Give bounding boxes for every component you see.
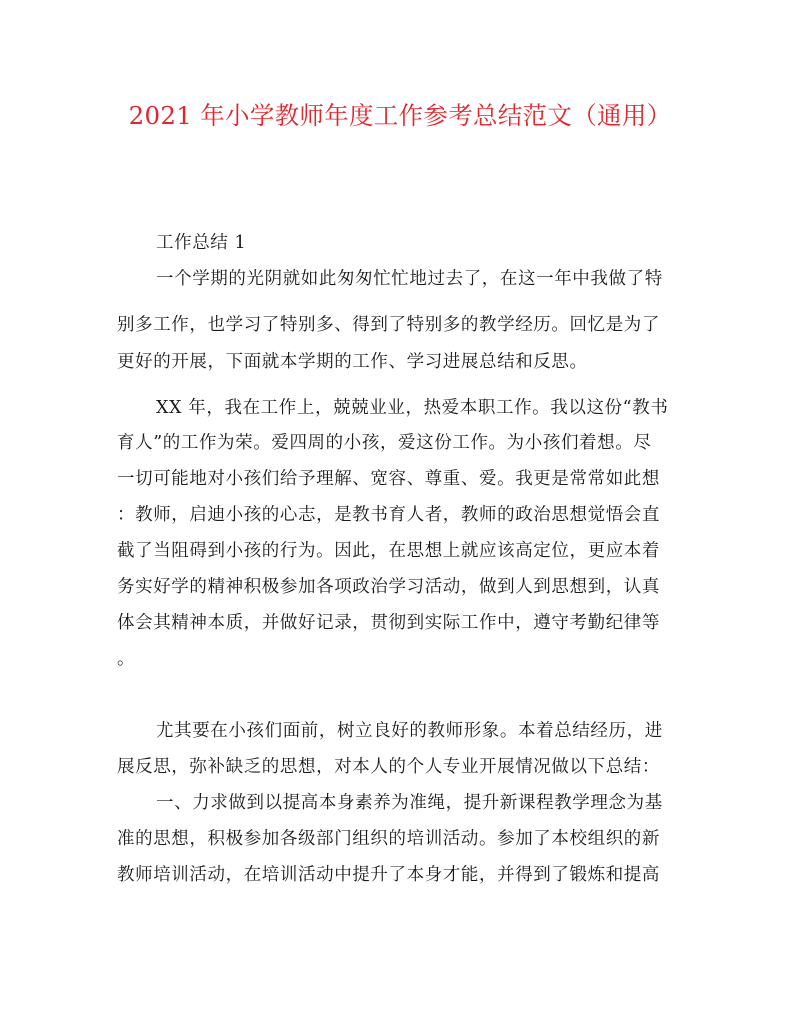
paragraph-line: 一个学期的光阴就如此匆匆忙忙地过去了，在这一年中我做了特 — [156, 269, 663, 289]
paragraph-line: 截了当阻碍到小孩的行为。因此，在思想上就应该高定位，更应本着 — [117, 541, 660, 561]
paragraph-line: 一切可能地对小孩们给予理解、宽容、尊重、爱。我更是常常如此想 — [117, 469, 660, 489]
paragraph-line: 准的思想，积极参加各级部门组织的培训活动。参加了本校组织的新 — [117, 829, 660, 849]
paragraph-line: 育人”的工作为荣。爱四周的小孩，爱这份工作。为小孩们着想。尽 — [117, 433, 652, 453]
paragraph-line: 一、力求做到以提高本身素养为准绳，提升新课程教学理念为基 — [156, 793, 663, 813]
paragraph-line: 展反思，弥补缺乏的思想，对本人的个人专业开展情况做以下总结： — [117, 757, 660, 777]
paragraph-line: 。 — [117, 649, 136, 669]
paragraph-line: 教师培训活动，在培训活动中提升了本身才能，并得到了锻炼和提高 — [117, 865, 660, 885]
paragraph-line: 体会其精神本质，并做好记录，贯彻到实际工作中，遵守考勤纪律等 — [117, 613, 660, 633]
document-title: 2021 年小学教师年度工作参考总结范文（通用） — [128, 101, 672, 130]
paragraph-line: XX 年，我在工作上，兢兢业业，热爱本职工作。我以这份“教书 — [156, 398, 669, 418]
paragraph-line: ：教师，启迪小孩的心志，是教书育人者，教师的政治思想觉悟会直 — [117, 505, 660, 525]
paragraph-line: 务实好学的精神积极参加各项政治学习活动，做到人到思想到，认真 — [117, 577, 660, 597]
paragraph-line: 尤其要在小孩们面前，树立良好的教师形象。本着总结经历，进 — [156, 721, 663, 741]
paragraph-line: 更好的开展，下面就本学期的工作、学习进展总结和反思。 — [117, 352, 588, 372]
section-heading: 工作总结 1 — [156, 233, 247, 253]
paragraph-line: 别多工作，也学习了特别多、得到了特别多的教学经历。回忆是为了 — [117, 315, 660, 335]
